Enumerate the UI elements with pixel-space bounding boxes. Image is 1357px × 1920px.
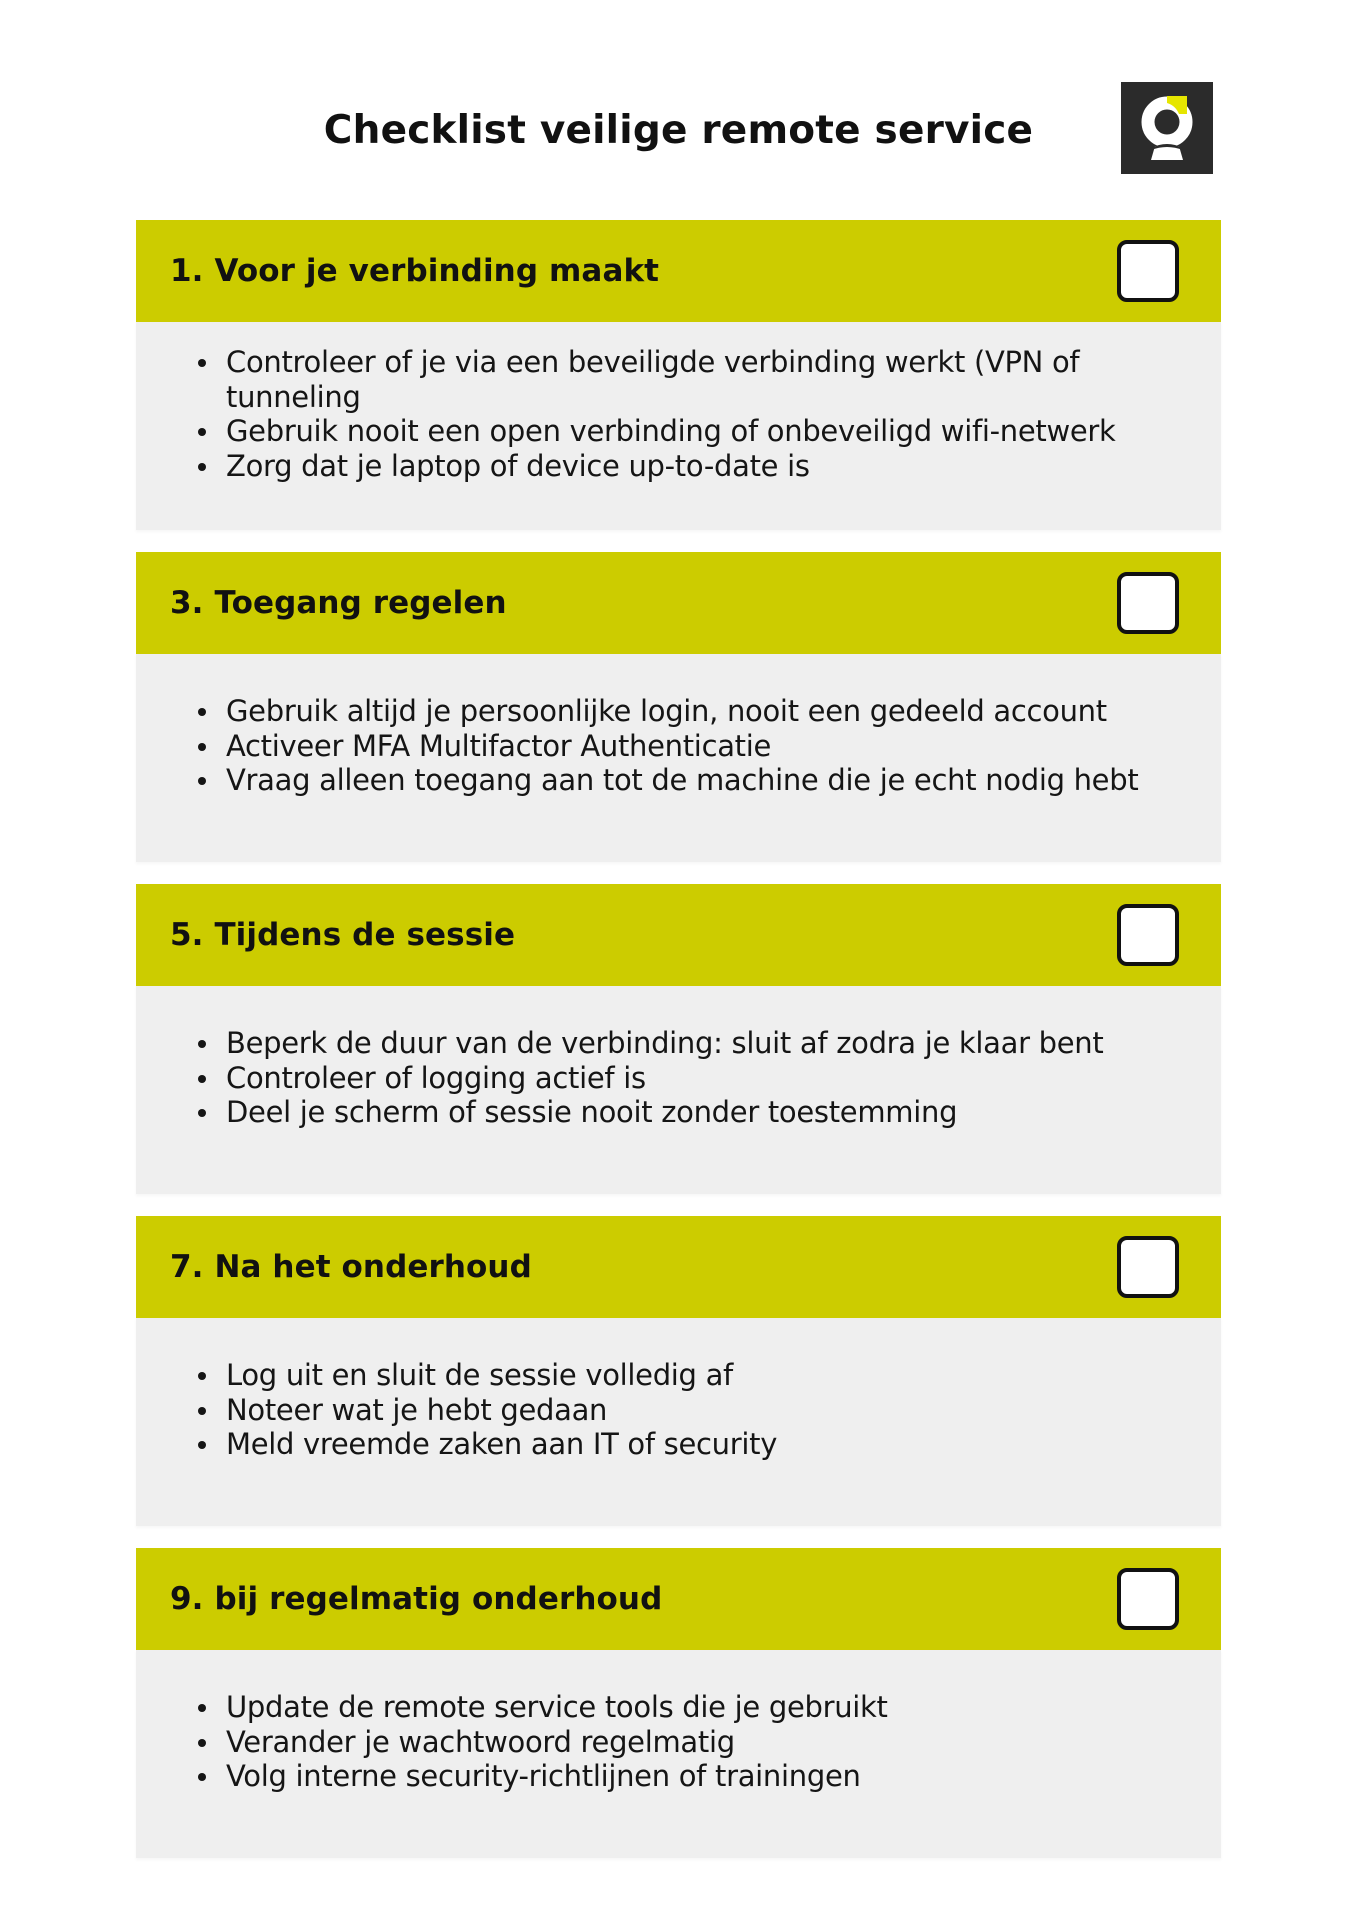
list-item: [196, 1759, 1191, 1794]
list-item: [196, 763, 1191, 798]
section-header: [136, 884, 1221, 986]
bullet-icon: [198, 1109, 206, 1117]
list-item: [196, 729, 1191, 764]
section-title: 3. Toegang regelen: [170, 585, 507, 621]
bullet-icon: [198, 1773, 206, 1781]
list-item: [196, 449, 1191, 484]
checklist-items: [196, 1358, 1191, 1462]
bullet-icon: [198, 1372, 206, 1380]
item-text: Volg interne security-richtlijnen of trainingen: [226, 1759, 861, 1793]
item-text: Meld vreemde zaken aan IT of security: [226, 1427, 778, 1461]
item-text: Noteer wat je hebt gedaan: [226, 1392, 608, 1427]
section-header: [136, 1548, 1221, 1650]
section-regular-maintenance: [136, 1548, 1221, 1858]
item-text: Verander je wachtwoord regelmatig: [226, 1724, 735, 1759]
logo: [1121, 82, 1213, 174]
section-header: [136, 1216, 1221, 1318]
item-text: Beperk de duur van de verbinding: sluit af zodra je klaar bent: [226, 1026, 1104, 1060]
section-title: 5. Tijdens de sessie: [170, 917, 516, 953]
bullet-icon: [198, 743, 206, 751]
list-item: [196, 345, 1191, 414]
section-title: 1. Voor je verbinding maakt: [170, 253, 660, 289]
item-text: Deel je scherm of sessie nooit zonder toestemming: [226, 1095, 958, 1129]
section-checkbox[interactable]: [1117, 1236, 1179, 1298]
section-checkbox[interactable]: [1117, 572, 1179, 634]
item-text: Controleer of logging actief is: [226, 1060, 646, 1095]
section-checkbox[interactable]: [1117, 240, 1179, 302]
bullet-icon: [198, 708, 206, 716]
item-text: Log uit en sluit de sessie volledig af: [226, 1358, 733, 1392]
section-during-session: [136, 884, 1221, 1194]
section-body: [136, 986, 1221, 1194]
item-text: Update de remote service tools die je gebruikt: [226, 1690, 888, 1724]
list-item: [196, 694, 1191, 729]
item-text: Activeer MFA Multifactor Authenticatie: [226, 728, 772, 763]
list-item: [196, 1690, 1191, 1725]
item-text: Vraag alleen toegang aan tot de machine die je echt nodig hebt: [226, 763, 1139, 797]
section-body: [136, 1650, 1221, 1858]
bullet-icon: [198, 1040, 206, 1048]
section-before-connecting: [136, 220, 1221, 530]
section-access: [136, 552, 1221, 862]
item-text: Controleer of je via een beveiligde verbinding werkt (VPN of tunneling: [226, 345, 1080, 414]
bullet-icon: [198, 1704, 206, 1712]
section-header: [136, 552, 1221, 654]
list-item: [196, 1095, 1191, 1130]
list-item: [196, 1427, 1191, 1462]
section-body: [136, 654, 1221, 862]
bullet-icon: [198, 463, 206, 471]
checklist-items: [196, 345, 1191, 483]
bullet-icon: [198, 359, 206, 367]
page-title: Checklist veilige remote service: [323, 108, 1034, 153]
list-item: [196, 1061, 1191, 1096]
section-title: 9. bij regelmatig onderhoud: [170, 1581, 663, 1617]
bullet-icon: [198, 1739, 206, 1747]
list-item: [196, 414, 1191, 449]
checklist-items: [196, 694, 1191, 798]
section-checkbox[interactable]: [1117, 1568, 1179, 1630]
bullet-icon: [198, 1075, 206, 1083]
section-body: [136, 322, 1221, 530]
list-item: [196, 1725, 1191, 1760]
list-item: [196, 1026, 1191, 1061]
bullet-icon: [198, 1441, 206, 1449]
bullet-icon: [198, 428, 206, 436]
bullet-icon: [198, 777, 206, 785]
section-after-maintenance: [136, 1216, 1221, 1526]
section-checkbox[interactable]: [1117, 904, 1179, 966]
section-title: 7. Na het onderhoud: [170, 1249, 532, 1285]
checklist-items: [196, 1026, 1191, 1130]
item-text: Zorg dat je laptop of device up-to-date is: [226, 448, 810, 483]
section-header: [136, 220, 1221, 322]
list-item: [196, 1358, 1191, 1393]
list-item: [196, 1393, 1191, 1428]
section-body: [136, 1318, 1221, 1526]
item-text: Gebruik altijd je persoonlijke login, nooit een gedeeld account: [226, 694, 1107, 728]
checklist-items: [196, 1690, 1191, 1794]
item-text: Gebruik nooit een open verbinding of onbeveiligd wifi-netwerk: [226, 414, 1116, 448]
bullet-icon: [198, 1407, 206, 1415]
webcam-logo-icon: [1121, 82, 1213, 174]
